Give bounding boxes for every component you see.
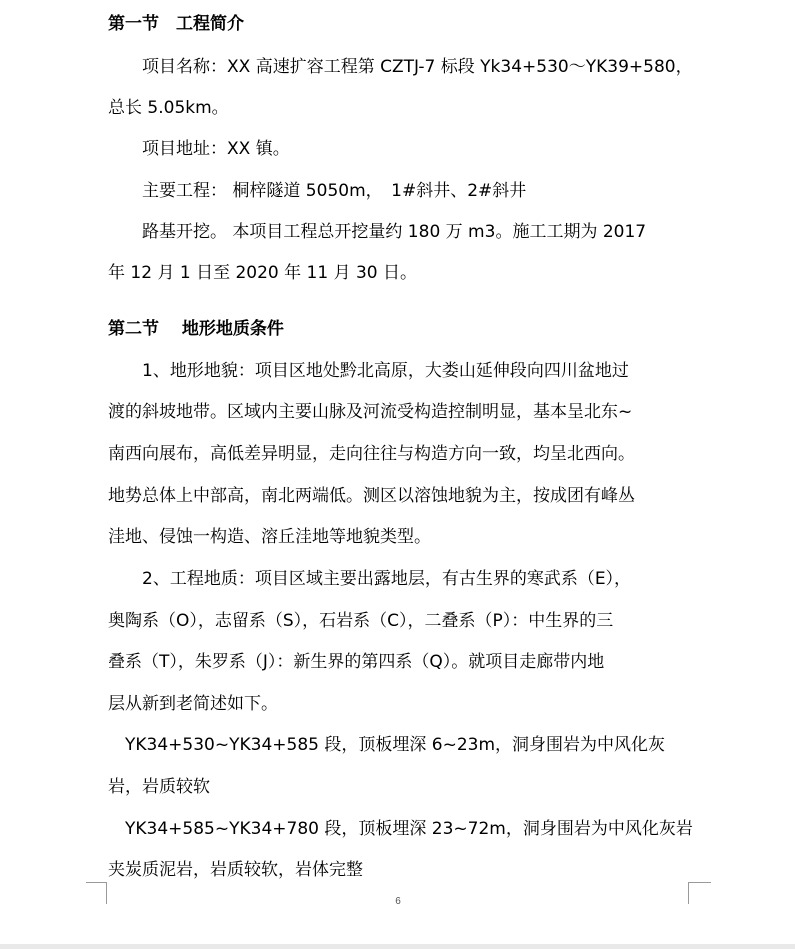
section2-line-7: 奥陶系（O），志留系（S），石岩系（C），二叠系（P）：中生界的三	[108, 611, 614, 631]
page-bottom-edge	[0, 944, 795, 949]
margin-corner-mark-left	[86, 882, 106, 883]
section2-line-5: 洼地、侵蚀一构造、溶丘洼地等地貌类型。	[108, 527, 431, 547]
section2-heading: 第二节 地形地质条件	[108, 319, 284, 339]
section2-line-4: 地势总体上中部高，南北两端低。测区以溶蚀地貌为主，按成团有峰丛	[108, 486, 635, 506]
section1-line-1: 项目名称：XX 高速扩容工程第 CZTJ-7 标段 Yk34+530～YK39+580，	[108, 57, 693, 77]
section1-line-4: 主要工程： 桐梓隧道 5050m， 1#斜井、2#斜井	[108, 181, 527, 201]
section1-line-3: 项目地址：XX 镇。	[108, 139, 290, 159]
section1-heading: 第一节 工程简介	[108, 14, 244, 34]
section1-line-2: 总长 5.05km。	[108, 98, 229, 118]
section2-line-11: 岩，岩质较软	[108, 777, 210, 797]
section2-line-3: 南西向展布，高低差异明显，走向往往与构造方向一致，均呈北西向。	[108, 444, 635, 464]
section1-line-6: 年 12 月 1 日至 2020 年 11 月 30 日。	[108, 263, 418, 283]
section2-line-8: 叠系（T），朱罗系（J）：新生界的第四系（Q）。就项目走廊带内地	[108, 652, 605, 672]
page-number: 6	[395, 896, 401, 907]
section2-line-10: YK34+530~YK34+585 段，顶板埋深 6~23m，洞身围岩为中风化灰	[108, 735, 666, 755]
margin-corner-mark-right	[689, 882, 711, 883]
section2-line-9: 层从新到老简述如下。	[108, 694, 278, 714]
margin-corner-mark-left-vertical	[106, 882, 107, 904]
section2-line-13: 夹炭质泥岩，岩质较软，岩体完整	[108, 860, 363, 880]
section2-line-2: 渡的斜坡地带。区域内主要山脉及河流受构造控制明显，基本呈北东~	[108, 402, 633, 422]
section2-line-12: YK34+585~YK34+780 段，顶板埋深 23~72m，洞身围岩为中风化灰岩	[108, 819, 693, 839]
section2-line-1: 1、地形地貌：项目区地处黔北高原，大娄山延伸段向四川盆地过	[108, 361, 629, 381]
section2-line-6: 2、工程地质：项目区域主要出露地层，有古生界的寒武系（E），	[108, 569, 632, 589]
section1-line-5: 路基开挖。 本项目工程总开挖量约 180 万 m3。施工工期为 2017	[108, 222, 647, 242]
margin-corner-mark-right-vertical	[688, 882, 689, 904]
